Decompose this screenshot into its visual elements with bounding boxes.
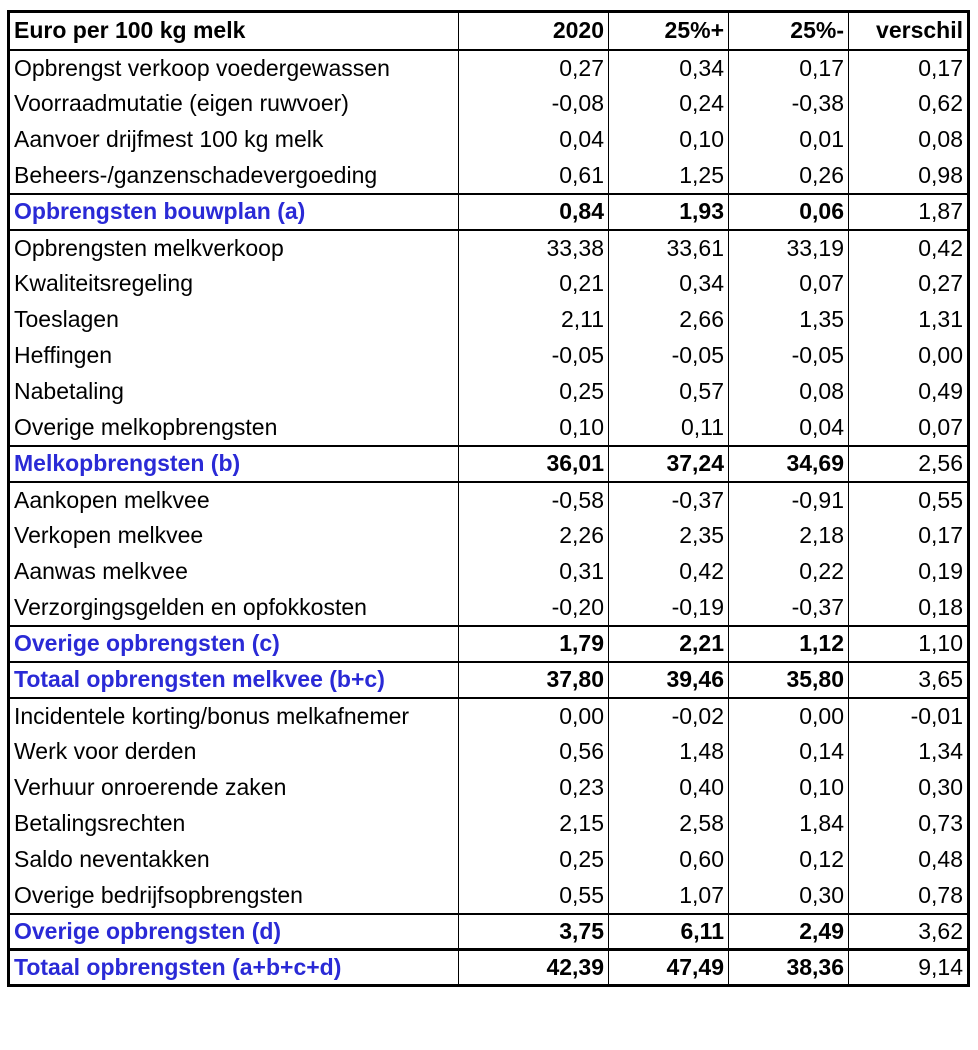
cell-verschil: 0,17	[849, 50, 969, 86]
cell-25-minus: 0,12	[729, 842, 849, 878]
table-row	[9, 554, 969, 590]
table-row	[9, 230, 969, 266]
row-label: Aanwas melkvee	[14, 558, 188, 584]
table-row	[9, 266, 969, 302]
cell-25-minus: 0,04	[729, 410, 849, 446]
table-row	[9, 158, 969, 194]
table-row	[9, 842, 969, 878]
header-2020: 2020	[459, 12, 609, 50]
cell-2020: 36,01	[459, 446, 609, 482]
cell-25-plus: 0,34	[609, 50, 729, 86]
cell-verschil: 2,56	[849, 446, 969, 482]
table-row	[9, 410, 969, 446]
row-label: Betalingsrechten	[14, 810, 186, 836]
row-label: Aankopen melkvee	[14, 486, 210, 513]
cell-25-minus: 1,35	[729, 302, 849, 338]
cell-2020: 33,38	[459, 230, 609, 266]
cell-verschil: 0,07	[849, 410, 969, 446]
cell-verschil: 0,18	[849, 590, 969, 626]
cell-25-plus: -0,02	[609, 698, 729, 734]
row-label: Totaal opbrengsten (a+b+c+d)	[9, 950, 459, 986]
table-row	[9, 302, 969, 338]
cell-25-minus: -0,38	[729, 86, 849, 122]
row-label: Beheers-/ganzenschadevergoeding	[14, 161, 378, 188]
cell-verschil: 3,65	[849, 662, 969, 698]
cell-2020: 0,84	[459, 194, 609, 230]
header-25-plus: 25%+	[609, 12, 729, 50]
cell-verschil: 1,31	[849, 302, 969, 338]
cell-25-minus: 0,07	[729, 266, 849, 302]
cell-2020: 0,61	[459, 158, 609, 194]
cell-25-plus: 39,46	[609, 662, 729, 698]
row-label: Incidentele korting/bonus melkafnemer	[14, 702, 410, 729]
subtotal-row	[9, 626, 969, 662]
cell-2020: 0,25	[459, 374, 609, 410]
row-label: Kwaliteitsregeling	[14, 270, 193, 296]
cell-2020: 0,25	[459, 842, 609, 878]
subtotal-row	[9, 446, 969, 482]
cell-2020: 0,31	[459, 554, 609, 590]
cell-25-plus: 0,57	[609, 374, 729, 410]
cell-verschil: 0,17	[849, 518, 969, 554]
cell-25-plus: 6,11	[609, 914, 729, 950]
cell-2020: 0,04	[459, 122, 609, 158]
cell-verschil: 0,48	[849, 842, 969, 878]
row-label: Verhuur onroerende zaken	[14, 774, 287, 800]
subtotal-row	[9, 914, 969, 950]
cell-25-minus: 2,49	[729, 914, 849, 950]
cell-25-plus: -0,05	[609, 338, 729, 374]
cell-25-minus: -0,37	[729, 590, 849, 626]
table-row	[9, 86, 969, 122]
row-label: Opbrengsten bouwplan (a)	[9, 194, 459, 230]
cell-25-plus: 47,49	[609, 950, 729, 986]
header-row	[9, 12, 969, 50]
cell-25-minus: 0,17	[729, 50, 849, 86]
grand-total-row	[9, 950, 969, 986]
cell-25-plus: -0,19	[609, 590, 729, 626]
cell-25-minus: 0,10	[729, 770, 849, 806]
table-row	[9, 122, 969, 158]
row-label: Werk voor derden	[14, 738, 197, 764]
cell-verschil: 1,34	[849, 734, 969, 770]
cell-2020: -0,20	[459, 590, 609, 626]
row-label: Overige bedrijfsopbrengsten	[14, 881, 303, 908]
cell-25-minus: 0,22	[729, 554, 849, 590]
cell-verschil: 0,55	[849, 482, 969, 518]
cell-2020: 3,75	[459, 914, 609, 950]
cell-25-minus: 38,36	[729, 950, 849, 986]
cell-25-plus: 2,66	[609, 302, 729, 338]
header-label: Euro per 100 kg melk	[9, 12, 459, 50]
row-label: Voorraadmutatie (eigen ruwvoer)	[14, 90, 349, 116]
table-row	[9, 374, 969, 410]
cell-verschil: 0,78	[849, 878, 969, 914]
cell-25-plus: 1,93	[609, 194, 729, 230]
cell-25-plus: 0,60	[609, 842, 729, 878]
cell-25-plus: 0,10	[609, 122, 729, 158]
cell-2020: 0,21	[459, 266, 609, 302]
cell-2020: 1,79	[459, 626, 609, 662]
cell-2020: 0,27	[459, 50, 609, 86]
header-25-minus: 25%-	[729, 12, 849, 50]
cell-25-plus: 0,42	[609, 554, 729, 590]
table-row	[9, 50, 969, 86]
cell-2020: -0,08	[459, 86, 609, 122]
cell-25-plus: 0,11	[609, 410, 729, 446]
cell-25-plus: 2,35	[609, 518, 729, 554]
cell-verschil: 0,19	[849, 554, 969, 590]
cell-25-minus: 35,80	[729, 662, 849, 698]
cell-2020: 2,26	[459, 518, 609, 554]
cell-2020: -0,58	[459, 482, 609, 518]
table-row	[9, 698, 969, 734]
cell-2020: 0,23	[459, 770, 609, 806]
table-row	[9, 338, 969, 374]
cell-2020: 2,15	[459, 806, 609, 842]
cell-verschil: 1,87	[849, 194, 969, 230]
table-body	[9, 50, 969, 986]
cell-25-minus: 34,69	[729, 446, 849, 482]
table-row	[9, 878, 969, 914]
cell-verschil: 0,00	[849, 338, 969, 374]
header-verschil: verschil	[849, 12, 969, 50]
table-header	[9, 12, 969, 50]
row-label: Verkopen melkvee	[14, 522, 204, 548]
cell-25-minus: 0,08	[729, 374, 849, 410]
cell-verschil: 9,14	[849, 950, 969, 986]
cell-25-minus: 0,26	[729, 158, 849, 194]
cell-verschil: 0,27	[849, 266, 969, 302]
cell-verschil: 0,49	[849, 374, 969, 410]
cell-25-plus: 2,21	[609, 626, 729, 662]
cell-2020: 0,56	[459, 734, 609, 770]
cell-verschil: -0,01	[849, 698, 969, 734]
cell-25-plus: 2,58	[609, 806, 729, 842]
cell-25-minus: 2,18	[729, 518, 849, 554]
cell-25-minus: 0,06	[729, 194, 849, 230]
cell-25-minus: -0,05	[729, 338, 849, 374]
table-row	[9, 734, 969, 770]
cell-2020: -0,05	[459, 338, 609, 374]
cell-25-minus: 0,00	[729, 698, 849, 734]
cell-2020: 0,55	[459, 878, 609, 914]
revenue-table	[7, 10, 970, 987]
cell-25-plus: 0,24	[609, 86, 729, 122]
cell-25-plus: 1,07	[609, 878, 729, 914]
row-label: Opbrengst verkoop voedergewassen	[14, 54, 390, 81]
cell-2020: 0,00	[459, 698, 609, 734]
row-label: Toeslagen	[14, 306, 119, 332]
row-label: Nabetaling	[14, 378, 124, 404]
cell-25-minus: 0,01	[729, 122, 849, 158]
cell-verschil: 0,30	[849, 770, 969, 806]
cell-25-minus: -0,91	[729, 482, 849, 518]
row-label: Totaal opbrengsten melkvee (b+c)	[9, 662, 459, 698]
cell-25-plus: 0,40	[609, 770, 729, 806]
cell-2020: 0,10	[459, 410, 609, 446]
row-label: Opbrengsten melkverkoop	[14, 234, 284, 261]
cell-25-plus: 1,25	[609, 158, 729, 194]
cell-25-minus: 0,30	[729, 878, 849, 914]
table-row	[9, 590, 969, 626]
row-label: Aanvoer drijfmest 100 kg melk	[14, 126, 324, 152]
cell-25-plus: 0,34	[609, 266, 729, 302]
table-row	[9, 482, 969, 518]
row-label: Saldo neventakken	[14, 846, 210, 872]
cell-25-plus: 1,48	[609, 734, 729, 770]
cell-verschil: 1,10	[849, 626, 969, 662]
cell-verschil: 3,62	[849, 914, 969, 950]
cell-25-plus: 33,61	[609, 230, 729, 266]
cell-25-minus: 1,84	[729, 806, 849, 842]
row-label: Overige melkopbrengsten	[14, 413, 278, 440]
cell-verschil: 0,73	[849, 806, 969, 842]
row-label: Overige opbrengsten (d)	[9, 914, 459, 950]
cell-2020: 2,11	[459, 302, 609, 338]
cell-25-minus: 1,12	[729, 626, 849, 662]
cell-verschil: 0,62	[849, 86, 969, 122]
cell-25-minus: 0,14	[729, 734, 849, 770]
subtotal-row	[9, 194, 969, 230]
row-label: Verzorgingsgelden en opfokkosten	[14, 593, 367, 620]
cell-25-minus: 33,19	[729, 230, 849, 266]
cell-2020: 42,39	[459, 950, 609, 986]
table-row	[9, 806, 969, 842]
cell-verschil: 0,42	[849, 230, 969, 266]
row-label: Overige opbrengsten (c)	[9, 626, 459, 662]
row-label: Heffingen	[14, 342, 113, 368]
cell-verschil: 0,08	[849, 122, 969, 158]
row-label: Melkopbrengsten (b)	[9, 446, 459, 482]
subtotal-row	[9, 662, 969, 698]
table-row	[9, 770, 969, 806]
table-row	[9, 518, 969, 554]
cell-verschil: 0,98	[849, 158, 969, 194]
cell-25-plus: -0,37	[609, 482, 729, 518]
cell-25-plus: 37,24	[609, 446, 729, 482]
cell-2020: 37,80	[459, 662, 609, 698]
